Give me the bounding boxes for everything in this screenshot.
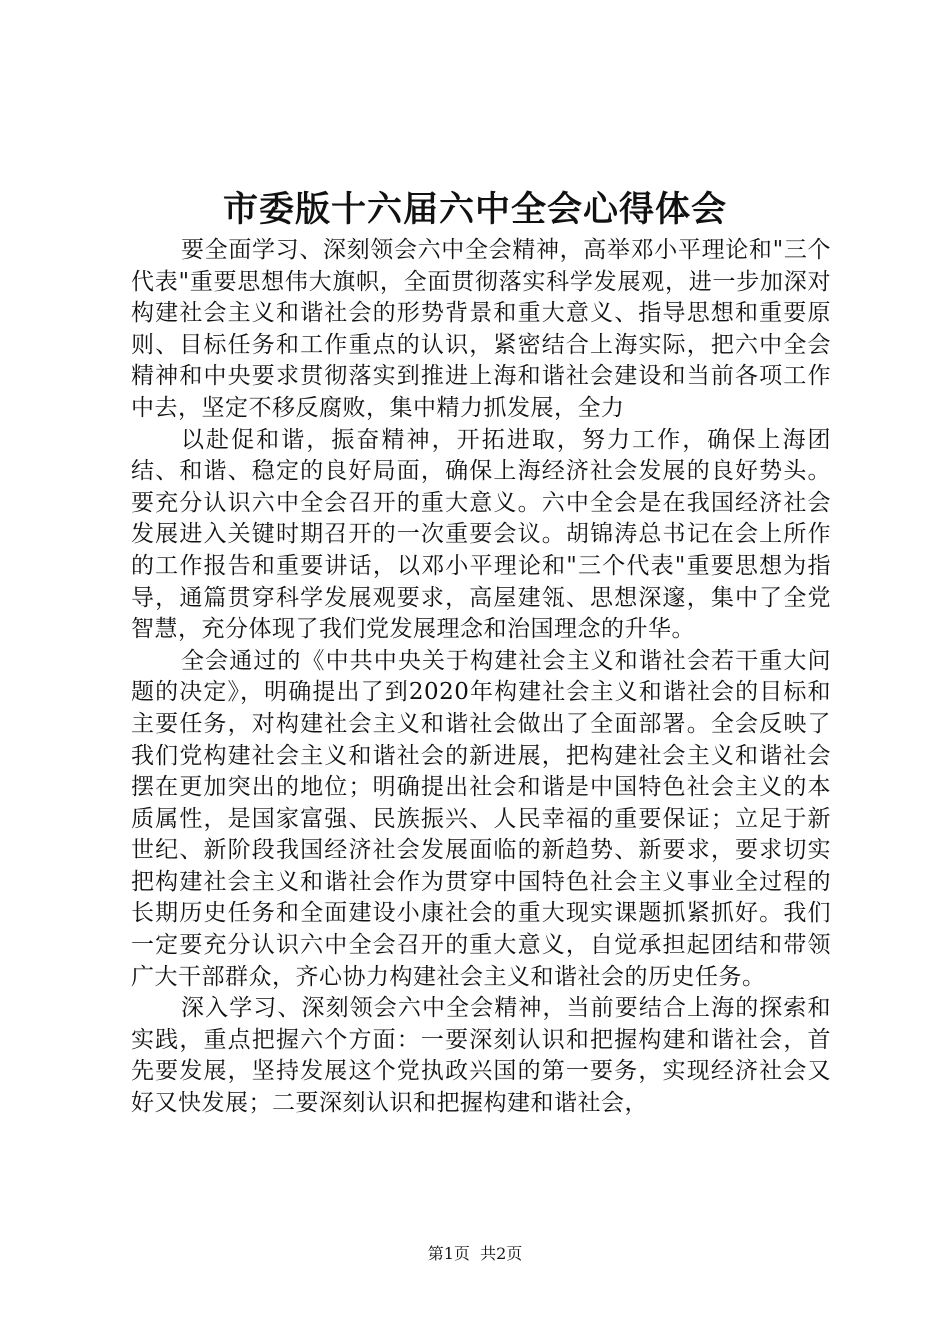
paragraph: 深入学习、深刻领会六中全会精神，当前要结合上海的探索和实践，重点把握六个方面：一要深刻认识和把握构建和谐社会，首先要发展，坚持发展这个党执政兴国的第一要务，实现经济社会又好又快发展；二要深刻认识和把握构建和谐社会， — [131, 995, 831, 1117]
document-body — [131, 235, 831, 1120]
page-number: 第1页 共2页 — [427, 1244, 523, 1263]
paragraph: 以赴促和谐，振奋精神，开拓进取，努力工作，确保上海团结、和谐、稳定的良好局面，确保上海经济社会发展的良好势头。要充分认识六中全会召开的重大意义。六中全会是在我国经济社会发展进入关键时期召开的一次重要会议。胡锦涛总书记在会上所作的工作报告和重要讲话，以邓小平理论和"三个代表"重要思想为指导，通篇贯穿科学发展观要求，高屋建瓴、思想深邃，集中了全党智慧，充分体现了我们党发展理念和治国理念的升华。 — [131, 426, 831, 643]
page-footer — [0, 1243, 950, 1265]
paragraph: 要全面学习、深刻领会六中全会精神，高举邓小平理论和"三个代表"重要思想伟大旗帜，全面贯彻落实科学发展观，进一步加深对构建社会主义和谐社会的形势背景和重大意义、指导思想和重要原则、目标任务和工作重点的认识，紧密结合上海实际，把六中全会精神和中央要求贯彻落实到推进上海和谐社会建设和当前各项工作中去，坚定不移反腐败，集中精力抓发展，全力 — [131, 237, 831, 421]
paragraph: 全会通过的《中共中央关于构建社会主义和谐社会若干重大问题的决定》，明确提出了到2020年构建社会主义和谐社会的目标和主要任务，对构建社会主义和谐社会做出了全面部署。全会反映了我们党构建社会主义和谐社会的新进展，把构建社会主义和谐社会摆在更加突出的地位；明确提出社会和谐是中国特色社会主义的本质属性，是国家富强、民族振兴、人民幸福的重要保证；立足于新世纪、新阶段我国经济社会发展面临的新趋势、新要求，要求切实把构建社会主义和谐社会作为贯穿中国特色社会主义事业全过程的长期历史任务和全面建设小康社会的重大现实课题抓紧抓好。我们一定要充分认识六中全会召开的重大意义，自觉承担起团结和带领广大干部群众，齐心协力构建社会主义和谐社会的历史任务。 — [131, 647, 831, 990]
document-title: 市委版十六届六中全会心得体会 — [222, 189, 727, 230]
